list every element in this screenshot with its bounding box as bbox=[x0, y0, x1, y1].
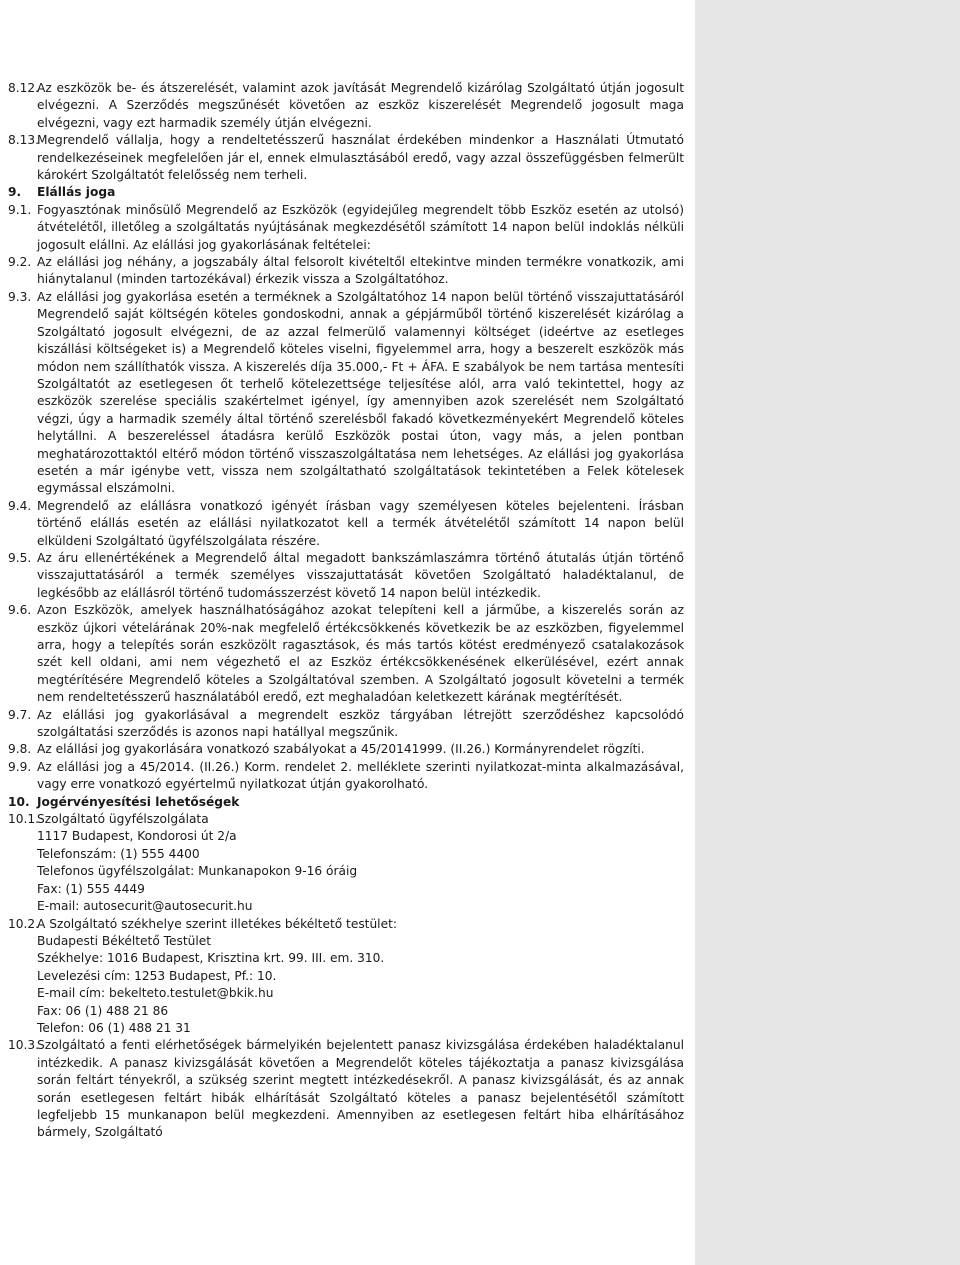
contact-line: Budapesti Békéltető Testület bbox=[37, 933, 212, 948]
heading-number: 9. bbox=[8, 185, 22, 200]
section-number: 9.3. bbox=[8, 289, 32, 304]
section-text: Az elállási jog néhány, a jogszabály által felsorolt kivételtől eltekintve minden termékre vonatkozik, ami hiánytalanul (minden tartozékával) érkezik vissza a Szolgáltatóhoz. bbox=[37, 255, 684, 287]
section-9-4 bbox=[8, 498, 684, 550]
section-text: Szolgáltató a fenti elérhetőségek bármelyikén bejelentett panasz kivizsgálása érdekében haladéktalanul intézkedik. A panasz kivizsgálását követően a Megrendelőt köteles tájékoztatja a panasz kivizsgálása során feltárt tényekről, a szükség szerint megtett intézkedésekről. A panasz kivizsgálását, és az annak során esetlegesen feltárt hibák elhárítását Szolgáltató köteles a panasz bejelentésétől számított legfeljebb 15 munkanapon belül megkezdeni. Amennyiben az esetlegesen feltárt hiba elhárításához bármely, Szolgáltató bbox=[37, 1038, 684, 1140]
section-number: 9.8. bbox=[8, 742, 32, 757]
document-body bbox=[8, 80, 684, 1142]
contact-line: Telefonos ügyfélszolgálat: Munkanapokon 9-16 óráig bbox=[37, 864, 358, 879]
section-number: 9.6. bbox=[8, 603, 32, 618]
right-margin-panel bbox=[695, 0, 960, 1265]
section-text: Megrendelő az elállásra vonatkozó igényét írásban vagy személyesen köteles bejelenteni. Írásban történő elállás esetén az elállási nyilatkozatot kell a termék átvételétől számított 14 napon belül elküldeni Szolgáltató ügyfélszolgálata részére. bbox=[37, 498, 684, 548]
section-9-3 bbox=[8, 289, 684, 498]
section-number: 9.2. bbox=[8, 255, 32, 270]
section-8-12 bbox=[8, 80, 684, 132]
contact-line: 1117 Budapest, Kondorosi út 2/a bbox=[37, 829, 237, 844]
section-text: Az elállási jog gyakorlása esetén a terméknek a Szolgáltatóhoz 14 napon belül történő visszajuttatásáról Megrendelő saját költségén köteles gondoskodni, annak a gépjárműből történő kiszerelését kizárólag a Szolgáltató jogosult elvégezni, de az azzal felmerülő valamennyi költséget (ideértve az esetleges kiszállási költségeket is) a Megrendelő köteles viselni, figyelemmel arra, hogy a beszerelt eszközök más módon nem szállíthatók vissza. A kiszerelés díja 35.000,- Ft + ÁFA. E szabályok be nem tartása mentesíti Szolgáltatót az esetlegesen őt terhelő kötelezettsége teljesítése alól, arra való tekintettel, hogy az eszközök szerelése speciális szakértelmet igényel, így amennyiben azok szerelését nem Szolgáltató végzi, úgy a harmadik személy által történő szerelésből fakadó következményekért Megrendelő köteles helytállni. A beszereléssel átadásra kerülő Eszközök postai úton, vagy más, a jelen pontban meghatározottaktól eltérő módon történő visszaszolgáltatása nem lehetséges. Az elállási jog gyakorlása esetén a már igénybe vett, vissza nem szolgáltatható szolgáltatások tekintetében a Felek kötelesek egymással elszámolni. bbox=[37, 289, 684, 496]
heading-title: Elállás joga bbox=[37, 185, 116, 200]
contact-line: Telefon: 06 (1) 488 21 31 bbox=[37, 1020, 191, 1035]
section-text: Megrendelő vállalja, hogy a rendeltetésszerű használat érdekében mindenkor a Használati Útmutató rendelkezéseinek megfelelően jár el, ennek elmulasztásából eredő, vagy azzal összefüggésben felmerült károkért Szolgáltatót felelősség nem terheli. bbox=[37, 133, 684, 183]
section-9-6 bbox=[8, 602, 684, 706]
heading-9 bbox=[8, 184, 684, 201]
contact-block bbox=[37, 916, 684, 1038]
contact-line: Fax: (1) 555 4449 bbox=[37, 881, 145, 896]
heading-10 bbox=[8, 794, 684, 811]
contact-block bbox=[37, 811, 684, 915]
section-number: 9.1. bbox=[8, 202, 32, 217]
section-9-8 bbox=[8, 741, 684, 758]
section-number: 8.12. bbox=[8, 81, 40, 95]
section-text: Az eszközök be- és átszerelését, valamint azok javítását Megrendelő kizárólag Szolgáltató útján jogosult elvégezni. A Szerződés megszűnését követően az eszköz kiszerelését Megrendelő jogosult maga elvégezni, vagy ezt harmadik személy útján elvégezni. bbox=[37, 81, 684, 130]
section-number: 9.7. bbox=[8, 707, 32, 722]
section-text: Az elállási jog gyakorlásával a megrendelt eszköz tárgyában létrejött szerződéshez kapcsolódó szolgáltatási szerződés is azonos napi hatállyal megszűnik. bbox=[37, 707, 684, 740]
section-text: Az áru ellenértékének a Megrendelő által megadott bankszámlaszámra történő átutalás útján történő visszajuttatásáról a termék személyes visszajuttatását követően Szolgáltató haladéktalanul, de legkésőbb az elállásról történő tudomásszerzést követő 14 napon belül intézkedik. bbox=[37, 550, 684, 600]
contact-line: E-mail cím: bekelteto.testulet@bkik.hu bbox=[37, 986, 274, 1001]
heading-title: Jogérvényesítési lehetőségek bbox=[37, 794, 240, 809]
section-number: 10.2. bbox=[8, 916, 40, 931]
section-10-3 bbox=[8, 1037, 684, 1141]
contact-line: Fax: 06 (1) 488 21 86 bbox=[37, 1003, 169, 1018]
section-10-2 bbox=[8, 916, 684, 1038]
contact-line: Levelezési cím: 1253 Budapest, Pf.: 10. bbox=[37, 968, 277, 983]
section-text: Fogyasztónak minősülő Megrendelő az Eszközök (egyidejűleg megrendelt több Eszköz esetén az utolsó) átvételétől, illetőleg a szolgáltatás nyújtásának megkezdésétől számított 14 napon belül indoklás nélküli jogosult elállni. Az elállási jog gyakorlásának feltételei: bbox=[37, 202, 684, 252]
section-9-7 bbox=[8, 707, 684, 742]
section-number: 10.1. bbox=[8, 812, 40, 827]
section-number: 8.13. bbox=[8, 133, 40, 148]
section-text: Azon Eszközök, amelyek használhatóságához azokat telepíteni kell a járműbe, a kiszerelés során az eszköz újkori vételárának 20%-nak megfelelő értékcsökkenés következik be az eszközben, figyelemmel arra, hogy a telepítés során eszközölt ragasztások, és más tartós kötést eredményező csatalakozások szét kell oldani, ami nem végezhető el az Eszköz értékcsökkenésének elkerülésével, ezért annak megtérítésére Megrendelő köteles a Szolgáltatóval szemben. A Szolgáltató jogosult követelni a termék nem rendeltetésszerű használatából eredő, ezt meghaladóan keletkezett kárának megtérítését. bbox=[37, 603, 684, 705]
section-9-9 bbox=[8, 759, 684, 794]
contact-line: A Szolgáltató székhelye szerint illetékes békéltető testület: bbox=[37, 916, 397, 931]
heading-number: 10. bbox=[8, 794, 30, 809]
section-10-1 bbox=[8, 811, 684, 915]
section-9-5 bbox=[8, 550, 684, 602]
section-9-2 bbox=[8, 254, 684, 289]
contact-line: Telefonszám: (1) 555 4400 bbox=[37, 846, 200, 861]
section-9-1 bbox=[8, 202, 684, 254]
section-number: 10.3. bbox=[8, 1038, 40, 1053]
section-number: 9.9. bbox=[8, 759, 32, 774]
section-8-13 bbox=[8, 132, 684, 184]
section-text: Az elállási jog a 45/2014. (II.26.) Korm. rendelet 2. melléklete szerinti nyilatkozat-minta alkalmazásával, vagy erre vonatkozó egyértelmű nyilatkozat útján gyakorolható. bbox=[37, 759, 684, 792]
section-text: Az elállási jog gyakorlására vonatkozó szabályokat a 45/20141999. (II.26.) Kormányrendelet rögzíti. bbox=[37, 742, 645, 757]
contact-line: Szolgáltató ügyfélszolgálata bbox=[37, 812, 209, 827]
section-number: 9.5. bbox=[8, 550, 32, 565]
section-number: 9.4. bbox=[8, 498, 32, 513]
contact-line: E-mail: autosecurit@autosecurit.hu bbox=[37, 899, 253, 914]
contact-line: Székhelye: 1016 Budapest, Krisztina krt. 99. III. em. 310. bbox=[37, 951, 385, 966]
